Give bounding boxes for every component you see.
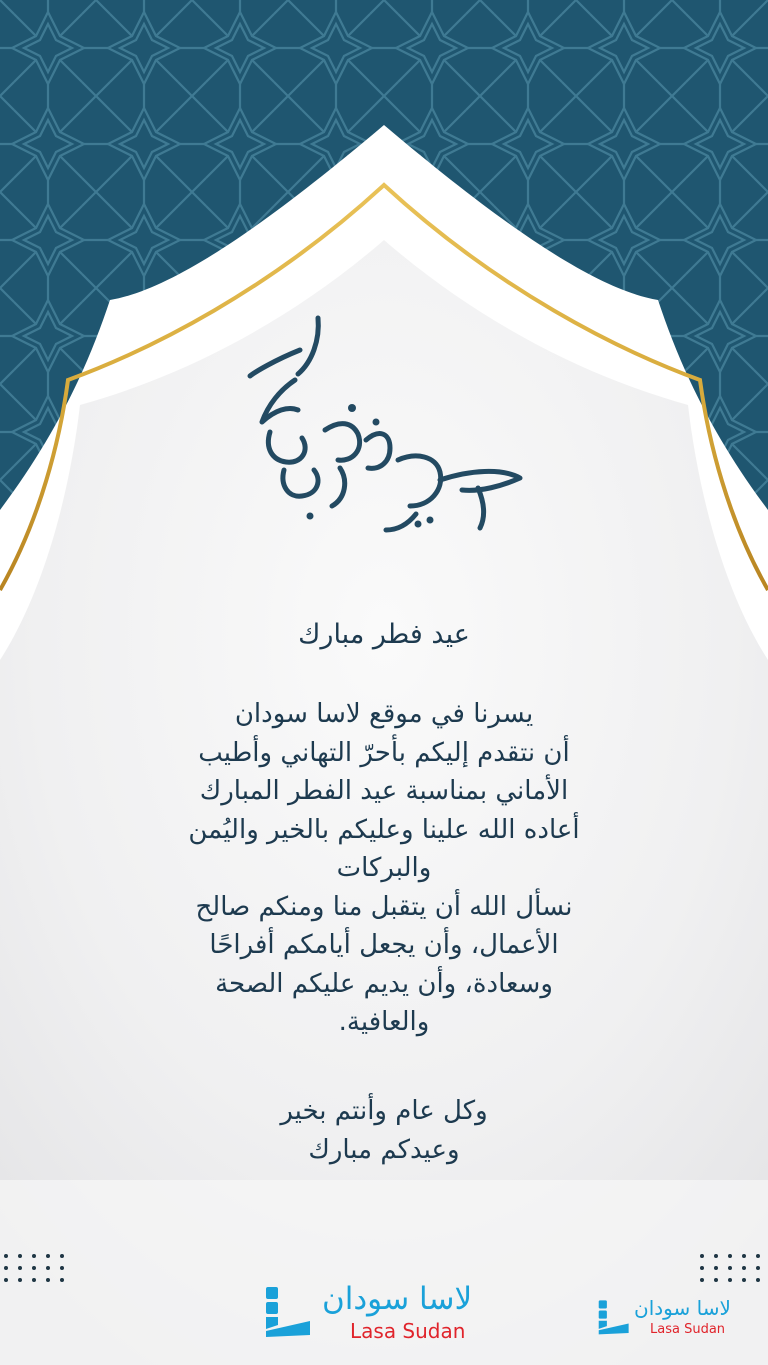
lasa-sudan-logo — [262, 1283, 507, 1345]
greeting-message — [40, 695, 728, 1042]
closing-line: وكل عام وأنتم بخير — [280, 1096, 488, 1126]
message-line: والبركات — [336, 853, 432, 883]
lasa-l-icon — [262, 1287, 312, 1339]
greeting-title: عيد فطر مبارك — [298, 619, 470, 650]
dot-grid-decoration-left — [4, 1254, 65, 1282]
message-line: وسعادة، وأن يديم عليكم الصحة — [215, 968, 553, 999]
message-line: أن نتقدم إليكم بأحرّ التهاني وأطيب — [198, 737, 570, 768]
closing-message — [40, 1092, 728, 1169]
closing-line: وعيدكم مبارك — [308, 1134, 460, 1165]
message-line: الأماني بمناسبة عيد الفطر المبارك — [199, 776, 569, 806]
lasa-sudan-logo-small — [596, 1298, 746, 1340]
message-line: يسرنا في موقع لاسا سودان — [234, 699, 534, 729]
dot-grid-decoration-right — [700, 1254, 761, 1282]
brand-name-ar: لاسا سودان — [322, 1281, 473, 1317]
lasa-l-icon — [596, 1300, 630, 1336]
message-line: الأعمال، وأن يجعل أيامكم أفراحًا — [209, 930, 559, 960]
eid-mubarak-calligraphy — [240, 310, 530, 540]
message-line: أعاده الله علينا وعليكم بالخير واليُمن — [188, 814, 580, 845]
message-line: والعافية. — [338, 1007, 430, 1037]
brand-name-ar-small: لاسا سودان — [634, 1296, 731, 1320]
brand-name-en-small: Lasa Sudan — [650, 1322, 726, 1337]
message-line: نسأل الله أن يتقبل منا ومنكم صالح — [195, 891, 573, 922]
brand-name-en: Lasa Sudan — [350, 1319, 466, 1343]
